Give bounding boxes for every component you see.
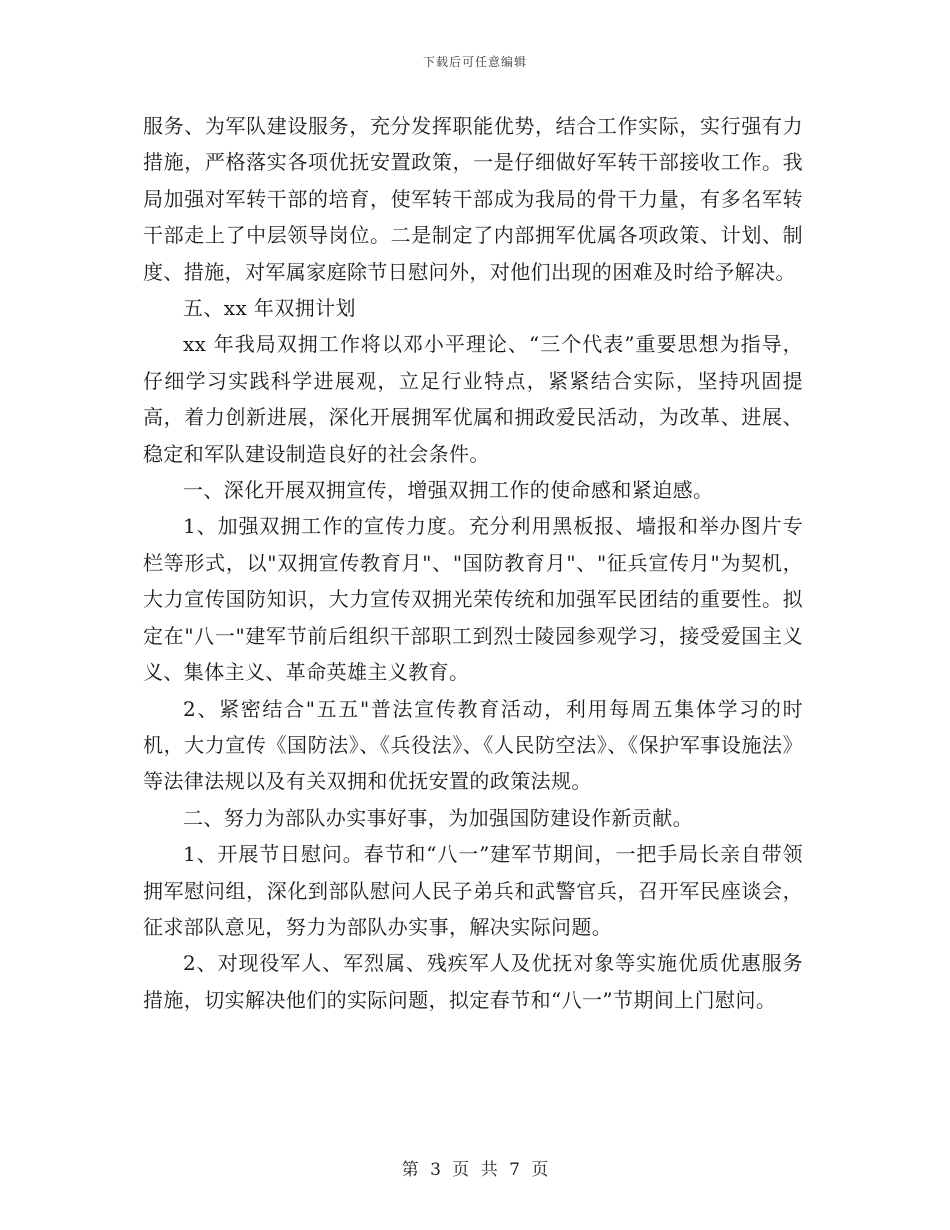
document-body xyxy=(143,108,803,1018)
paragraph: 2、紧密结合"五五"普法宣传教育活动，利用每周五集体学习的时机，大力宣传《国防法》、《兵役法》、《人民防空法》、《保护军事设施法》等法律法规以及有关双拥和优抚安置的政策法规。 xyxy=(143,696,803,794)
page-header: 下载后可任意编辑 xyxy=(422,55,527,69)
paragraph: 服务、为军队建设服务，充分发挥职能优势，结合工作实际，实行强有力措施，严格落实各项优抚安置政策，一是仔细做好军转干部接收工作。我局加强对军转干部的培育，使军转干部成为我局的骨干力量，有多名军转干部走上了中层领导岗位。二是制定了内部拥军优属各项政策、计划、制度、措施，对军属家庭除节日慰问外，对他们出现的困难及时给予解决。 xyxy=(143,114,803,284)
page-number-footer: 第 3 页 共 7 页 xyxy=(401,1160,549,1180)
paragraph: 2、对现役军人、军烈属、残疾军人及优抚对象等实施优质优惠服务措施，切实解决他们的实际问题，拟定春节和“八一”节期间上门慰问。 xyxy=(143,951,803,1012)
paragraph: xx 年我局双拥工作将以邓小平理论、“三个代表”重要思想为指导，仔细学习实践科学进展观，立足行业特点，紧紧结合实际，坚持巩固提高，着力创新进展，深化开展拥军优属和拥政爱民活动，为改革、进展、稳定和军队建设制造良好的社会条件。 xyxy=(143,332,803,466)
paragraph: 1、开展节日慰问。春节和“八一”建军节期间，一把手局长亲自带领拥军慰问组，深化到部队慰问人民子弟兵和武警官兵，召开军民座谈会，征求部队意见，努力为部队办实事，解决实际问题。 xyxy=(143,842,803,939)
section-heading: 五、xx 年双拥计划 xyxy=(183,296,356,321)
section-heading: 一、深化开展双拥宣传，增强双拥工作的使命感和紧迫感。 xyxy=(183,478,714,503)
section-heading: 二、努力为部队办实事好事，为加强国防建设作新贡献。 xyxy=(183,805,693,830)
paragraph: 1、加强双拥工作的宣传力度。充分利用黑板报、墙报和举办图片专栏等形式，以"双拥宣传教育月"、"国防教育月"、"征兵宣传月"为契机，大力宣传国防知识，大力宣传双拥光荣传统和加强军民团结的重要性。拟定在"八一"建军节前后组织干部职工到烈士陵园参观学习，接受爱国主义义、集体主义、革命英雄主义教育。 xyxy=(143,514,803,685)
